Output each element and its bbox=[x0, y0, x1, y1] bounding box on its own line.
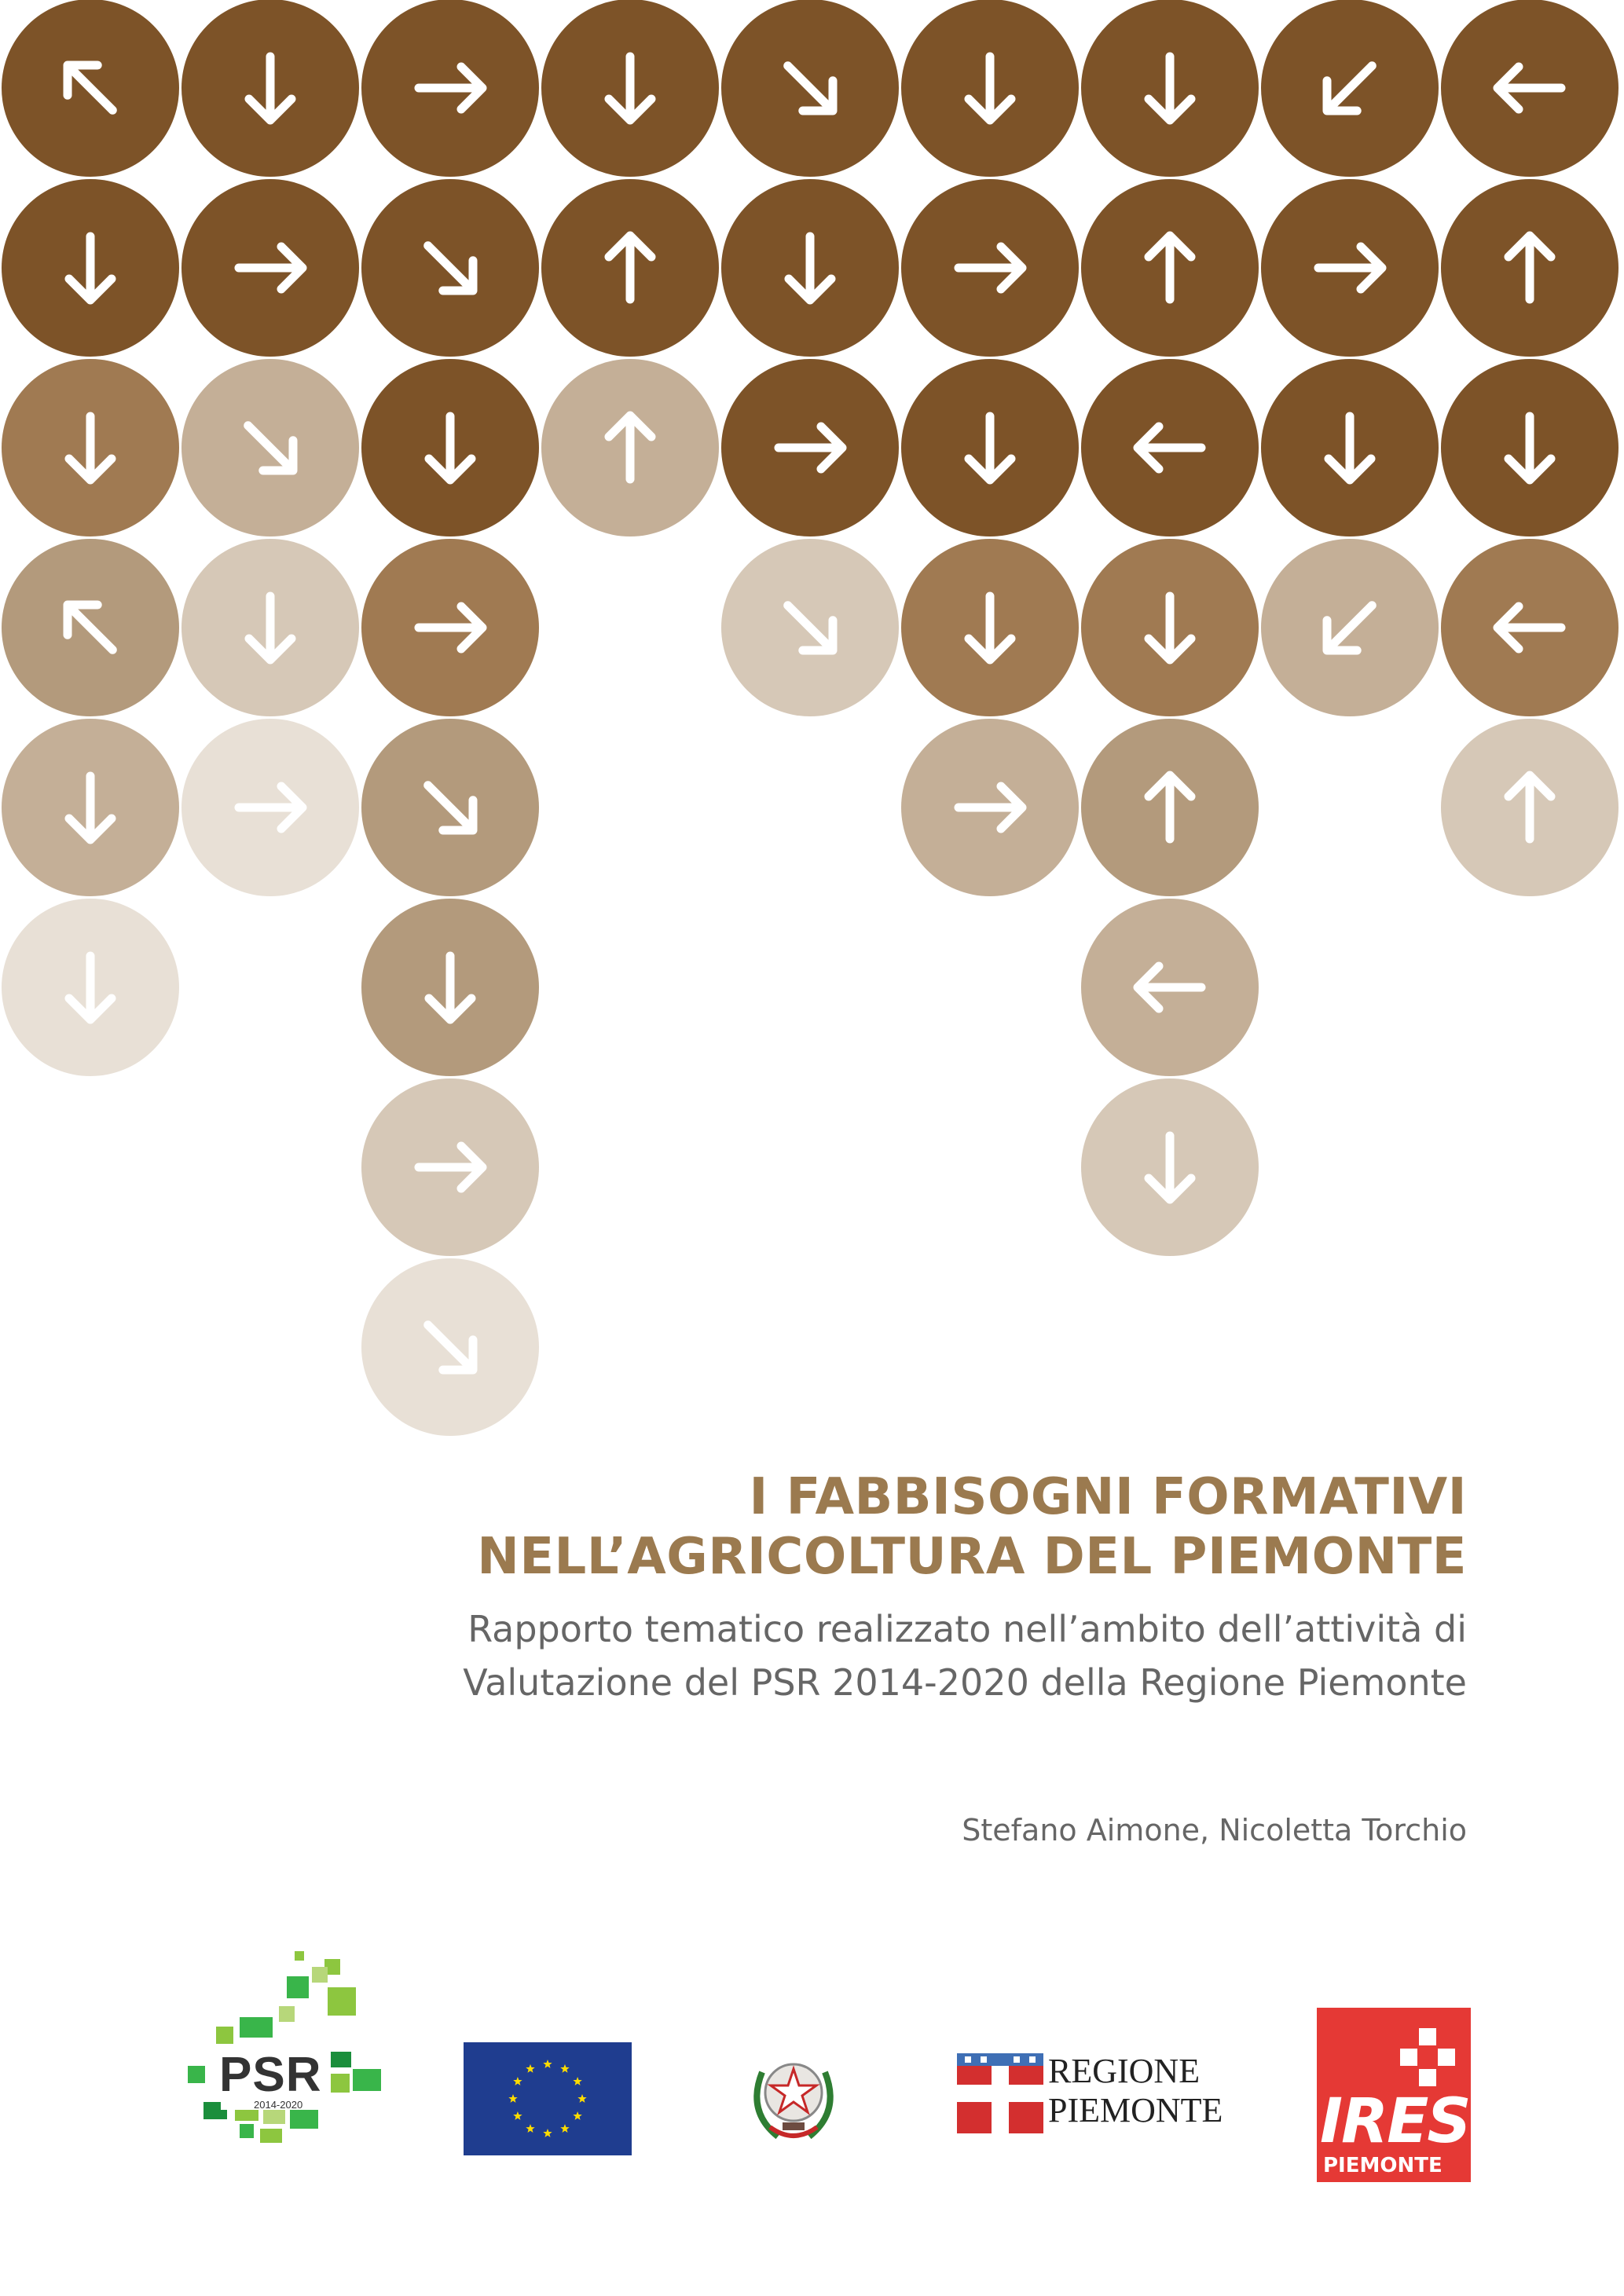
arrow-circle-r1-c4 bbox=[721, 179, 899, 357]
arrow-circle-r5-c0 bbox=[2, 899, 179, 1076]
regione-line-2: PIEMONTE bbox=[1048, 2091, 1223, 2129]
regione-piemonte-shield bbox=[957, 2053, 1043, 2133]
subtitle-line-2: Valutazione del PSR 2014-2020 della Regione Piemonte bbox=[463, 1661, 1467, 1704]
arrow-circle-r0-c7 bbox=[1261, 0, 1439, 177]
arrow-circle-r4-c8 bbox=[1441, 719, 1619, 896]
regione-line-1: REGIONE bbox=[1048, 2052, 1201, 2090]
eu-flag-logo bbox=[464, 2042, 632, 2155]
ires-sublabel: PIEMONTE bbox=[1323, 2154, 1443, 2177]
arrow-circle-r7-c2 bbox=[361, 1258, 539, 1436]
arrow-circle-r0-c3 bbox=[541, 0, 719, 177]
regione-shield-icon bbox=[957, 2053, 1043, 2133]
arrow-circle-r5-c2 bbox=[361, 899, 539, 1076]
arrow-circle-r4-c0 bbox=[2, 719, 179, 896]
arrow-circle-r3-c4 bbox=[721, 539, 899, 716]
arrow-circle-r2-c4 bbox=[721, 359, 899, 536]
title-line-2: NELL’AGRICOLTURA DEL PIEMONTE bbox=[477, 1528, 1467, 1586]
psr-label: PSR bbox=[219, 2048, 322, 2102]
arrow-circle-r4-c2 bbox=[361, 719, 539, 896]
psr-years: 2014-2020 bbox=[254, 2099, 303, 2111]
arrow-circle-r2-c0 bbox=[2, 359, 179, 536]
arrow-circle-r2-c1 bbox=[181, 359, 359, 536]
arrow-circle-r1-c5 bbox=[901, 179, 1079, 357]
arrow-circle-r0-c1 bbox=[181, 0, 359, 177]
eu-flag-icon bbox=[464, 2042, 632, 2155]
arrow-circle-r3-c7 bbox=[1261, 539, 1439, 716]
arrow-circle-r1-c0 bbox=[2, 179, 179, 357]
arrow-circle-r2-c7 bbox=[1261, 359, 1439, 536]
italian-emblem-logo bbox=[746, 2041, 841, 2151]
arrow-circle-r2-c5 bbox=[901, 359, 1079, 536]
arrow-circle-r0-c0 bbox=[2, 0, 179, 177]
arrow-circle-r6-c2 bbox=[361, 1078, 539, 1256]
arrow-circle-r2-c6 bbox=[1081, 359, 1259, 536]
italian-emblem-icon bbox=[746, 2041, 841, 2151]
arrow-circle-r6-c6 bbox=[1081, 1078, 1259, 1256]
arrow-circle-r2-c2 bbox=[361, 359, 539, 536]
ires-piemonte-logo bbox=[1317, 2008, 1471, 2182]
arrow-circle-r0-c4 bbox=[721, 0, 899, 177]
arrow-circle-r0-c6 bbox=[1081, 0, 1259, 177]
arrow-circle-r3-c0 bbox=[2, 539, 179, 716]
arrow-circle-r3-c6 bbox=[1081, 539, 1259, 716]
arrow-circle-r4-c5 bbox=[901, 719, 1079, 896]
arrow-circle-r3-c8 bbox=[1441, 539, 1619, 716]
arrow-circle-r0-c2 bbox=[361, 0, 539, 177]
arrow-circle-r0-c8 bbox=[1441, 0, 1619, 177]
arrow-circle-r3-c1 bbox=[181, 539, 359, 716]
ires-label: IRES bbox=[1320, 2086, 1470, 2157]
arrow-circle-r5-c6 bbox=[1081, 899, 1259, 1076]
authors: Stefano Aimone, Nicoletta Torchio bbox=[962, 1813, 1467, 1847]
psr-squares-icon bbox=[185, 1948, 389, 2144]
arrow-circle-r1-c6 bbox=[1081, 179, 1259, 357]
arrow-circle-r1-c2 bbox=[361, 179, 539, 357]
arrow-circle-r3-c2 bbox=[361, 539, 539, 716]
arrow-circle-r3-c5 bbox=[901, 539, 1079, 716]
arrow-circle-r4-c6 bbox=[1081, 719, 1259, 896]
psr-logo bbox=[185, 1948, 389, 2144]
arrow-circle-r2-c3 bbox=[541, 359, 719, 536]
title-line-1: I FABBISOGNI FORMATIVI bbox=[749, 1468, 1467, 1526]
subtitle-line-1: Rapporto tematico realizzato nell’ambito dell’attività di bbox=[467, 1608, 1467, 1650]
arrow-circle-r1-c1 bbox=[181, 179, 359, 357]
arrow-circle-r2-c8 bbox=[1441, 359, 1619, 536]
arrow-circle-r0-c5 bbox=[901, 0, 1079, 177]
arrow-circle-r1-c8 bbox=[1441, 179, 1619, 357]
arrow-circle-r1-c3 bbox=[541, 179, 719, 357]
arrow-circle-r4-c1 bbox=[181, 719, 359, 896]
arrow-circle-r1-c7 bbox=[1261, 179, 1439, 357]
